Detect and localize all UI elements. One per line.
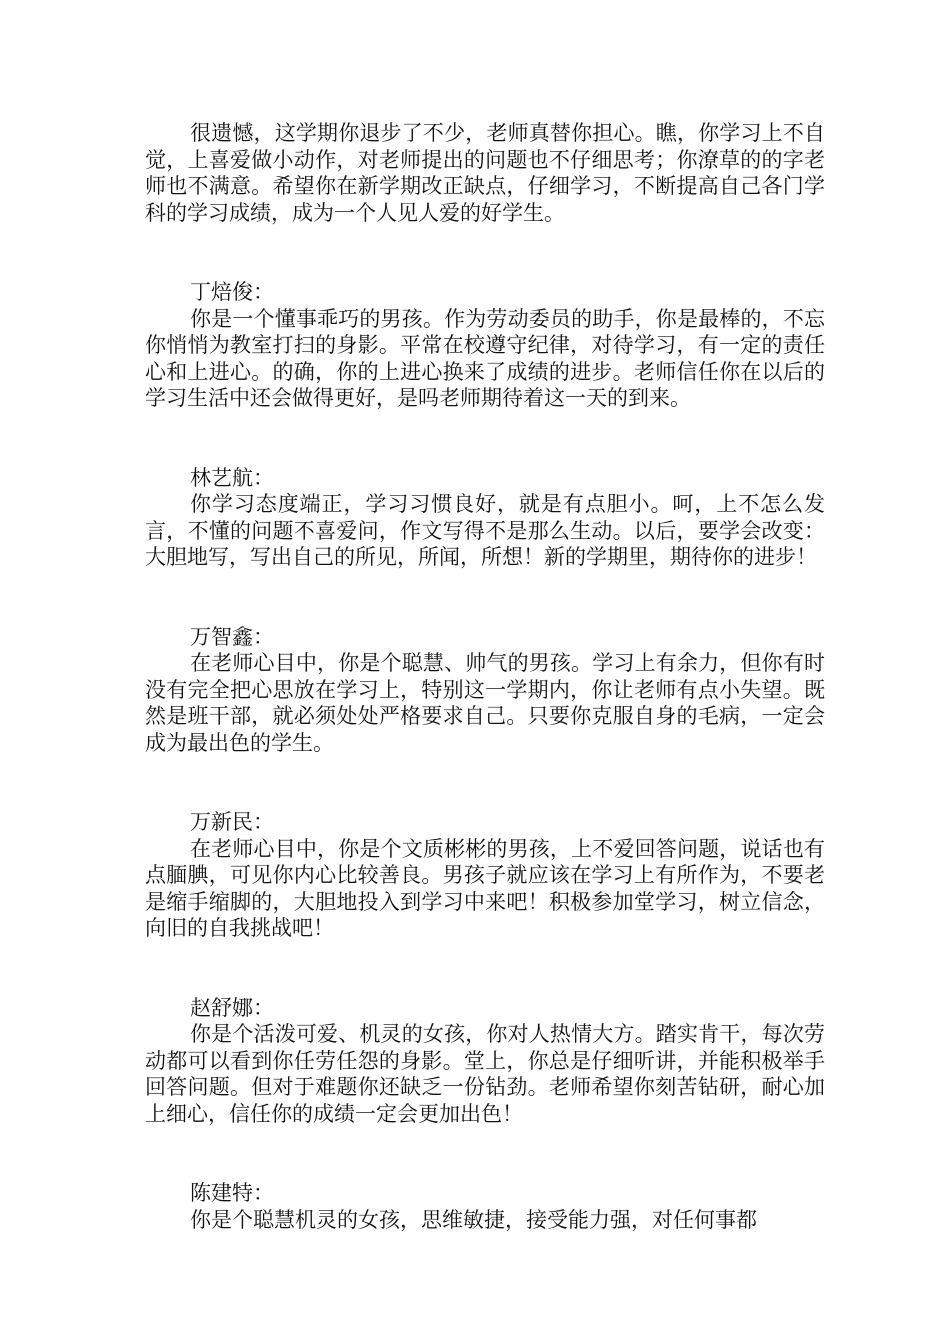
student-name: 丁焙俊：	[190, 280, 274, 304]
comment-paragraph: 你是个聪慧机灵的女孩，思维敏捷，接受能力强，对任何事都	[190, 1207, 757, 1232]
student-name: 赵舒娜：	[190, 995, 274, 1020]
comment-paragraph: 在老师心目中，你是个文质彬彬的男孩，上不爱回答问题，说话也有点腼腆，可见你内心比较善良。男孩子就应该在学习上有所作为，不要老是缩手缩脚的，大胆地投入到学习中来吧！积极参加堂学习，树立信念，向旧的自我挑战吧！	[145, 836, 825, 940]
document-page	[145, 120, 825, 1233]
comment-paragraph: 你是个活泼可爱、机灵的女孩，你对人热情大方。踏实肯干，每次劳动都可以看到你任劳任怨的身影。堂上，你总是仔细听讲，并能积极举手回答问题。但对于难题你还缺乏一份钻劲。老师希望你刻苦钻研，耐心加上细心，信任你的成绩一定会更加出色！	[145, 1022, 825, 1126]
comment-paragraph: 你学习态度端正，学习习惯良好，就是有点胆小。呵，上不怎么发言，不懂的问题不喜爱问，作文写得不是那么生动。以后，要学会改变：大胆地写，写出自己的所见，所闻，所想！新的学期里，期待你的进步！	[145, 492, 825, 569]
intro-paragraph: 很遗憾，这学期你退步了不少，老师真替你担心。瞧，你学习上不自觉，上喜爱做小动作，对老师提出的问题也不仔细思考；你潦草的的字老师也不满意。希望你在新学期改正缺点，仔细学习，不断提高自己各门学科的学习成绩，成为一个人见人爱的好学生。	[145, 121, 825, 225]
comment-block-wan-zhixin	[145, 624, 825, 757]
intro-comment	[145, 120, 825, 226]
student-name: 万新民：	[190, 810, 274, 834]
comment-paragraph: 你是一个懂事乖巧的男孩。作为劳动委员的助手，你是最棒的，不忘你悄悄为教室打扫的身影。平常在校遵守纪律，对待学习，有一定的责任心和上进心。的确，你的上进心换来了成绩的进步。老师信任你在以后的学习生活中还会做得更好，是吗老师期待着这一天的到来。	[145, 306, 825, 410]
comment-block-lin-yihang	[145, 465, 825, 571]
student-name: 万智鑫：	[190, 624, 274, 649]
student-name: 陈建特：	[190, 1181, 274, 1205]
comment-block-zhao-shuna	[145, 995, 825, 1128]
student-name: 林艺航：	[190, 465, 274, 490]
comment-block-wan-xinmin	[145, 809, 825, 942]
comment-block-chen-jiante	[145, 1180, 825, 1233]
comment-block-ding-beijun	[145, 279, 825, 412]
comment-paragraph: 在老师心目中，你是个聪慧、帅气的男孩。学习上有余力，但你有时没有完全把心思放在学习上，特别这一学期内，你让老师有点小失望。既然是班干部，就必须处处严格要求自己。只要你克服自身的毛病，一定会成为最出色的学生。	[145, 651, 825, 755]
